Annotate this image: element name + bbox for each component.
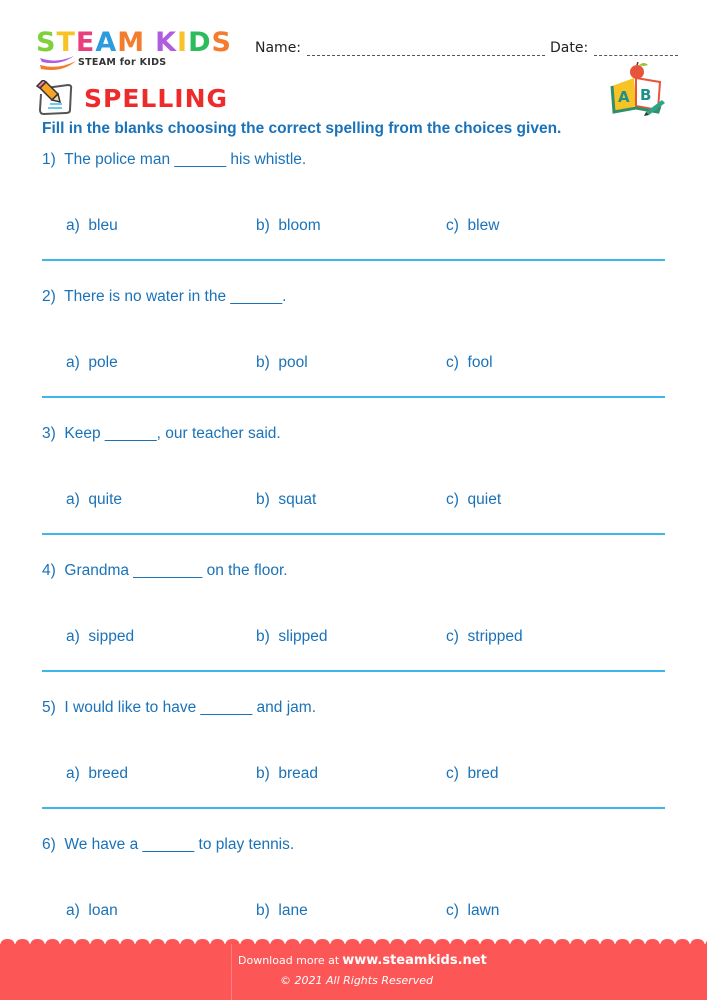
option-b[interactable]: b) bloom: [256, 217, 321, 234]
question-1: [42, 151, 665, 288]
logo-tagline: STEAM for KIDS: [78, 57, 167, 68]
svg-text:B: B: [640, 86, 652, 104]
abc-book-icon: [606, 62, 666, 116]
answer-options: [66, 765, 665, 785]
logo-letter: M: [117, 27, 146, 58]
option-a[interactable]: a) pole: [66, 354, 118, 371]
option-a[interactable]: a) loan: [66, 902, 118, 919]
option-b[interactable]: b) bread: [256, 765, 319, 782]
svg-text:A: A: [618, 88, 630, 106]
divider-line: [42, 670, 665, 672]
pencil-paper-icon: [36, 80, 74, 116]
logo-letter: E: [75, 27, 96, 58]
question-text: 6) We have a ______ to play tennis.: [42, 836, 295, 853]
date-input-line[interactable]: [594, 46, 678, 56]
answer-options: [66, 902, 665, 922]
question-text: 5) I would like to have ______ and jam.: [42, 699, 317, 716]
date-field[interactable]: [550, 40, 678, 56]
question-text: 1) The police man ______ his whistle.: [42, 151, 307, 168]
steam-kids-logo: [36, 28, 236, 74]
question-4: [42, 562, 665, 699]
option-a[interactable]: a) bleu: [66, 217, 118, 234]
logo-letter: S: [36, 27, 57, 58]
option-c[interactable]: c) blew: [446, 217, 500, 234]
option-b[interactable]: b) slipped: [256, 628, 328, 645]
answer-options: [66, 628, 665, 648]
option-c[interactable]: c) bred: [446, 765, 499, 782]
worksheet-title-row: [36, 80, 228, 116]
answer-options: [66, 217, 665, 237]
logo-letter: K: [155, 27, 178, 58]
footer-divider: [231, 944, 232, 1000]
answer-options: [66, 354, 665, 374]
answer-options: [66, 491, 665, 511]
option-c[interactable]: c) fool: [446, 354, 493, 371]
logo-letter: T: [56, 27, 76, 58]
question-text: 2) There is no water in the ______.: [42, 288, 287, 305]
option-c[interactable]: c) quiet: [446, 491, 502, 508]
worksheet-title: SPELLING: [84, 83, 229, 113]
option-c[interactable]: c) stripped: [446, 628, 523, 645]
name-field[interactable]: [255, 40, 545, 56]
footer-download-text: [238, 953, 487, 968]
download-prefix: Download more at: [238, 954, 340, 967]
option-c[interactable]: c) lawn: [446, 902, 500, 919]
logo-letter: I: [177, 27, 189, 58]
logo-letter: S: [211, 27, 232, 58]
name-label: Name:: [255, 40, 302, 56]
divider-line: [42, 807, 665, 809]
option-b[interactable]: b) squat: [256, 491, 317, 508]
question-2: [42, 288, 665, 425]
footer: [0, 944, 707, 1000]
option-b[interactable]: b) lane: [256, 902, 308, 919]
question-text: 4) Grandma ________ on the floor.: [42, 562, 288, 579]
instructions: Fill in the blanks choosing the correct spelling from the choices given.: [42, 120, 562, 137]
question-5: [42, 699, 665, 836]
divider-line: [42, 533, 665, 535]
logo-letter: A: [95, 27, 118, 58]
logo-swoosh-icon: [38, 54, 78, 72]
website-link[interactable]: www.steamkids.net: [342, 953, 487, 968]
name-input-line[interactable]: [307, 46, 545, 56]
option-a[interactable]: a) quite: [66, 491, 123, 508]
option-a[interactable]: a) breed: [66, 765, 129, 782]
copyright: © 2021 All Rights Reserved: [280, 974, 434, 987]
option-b[interactable]: b) pool: [256, 354, 308, 371]
logo-letter: D: [188, 27, 212, 58]
date-label: Date:: [550, 40, 589, 56]
divider-line: [42, 396, 665, 398]
question-3: [42, 425, 665, 562]
option-a[interactable]: a) sipped: [66, 628, 135, 645]
question-text: 3) Keep ______, our teacher said.: [42, 425, 281, 442]
divider-line: [42, 259, 665, 261]
